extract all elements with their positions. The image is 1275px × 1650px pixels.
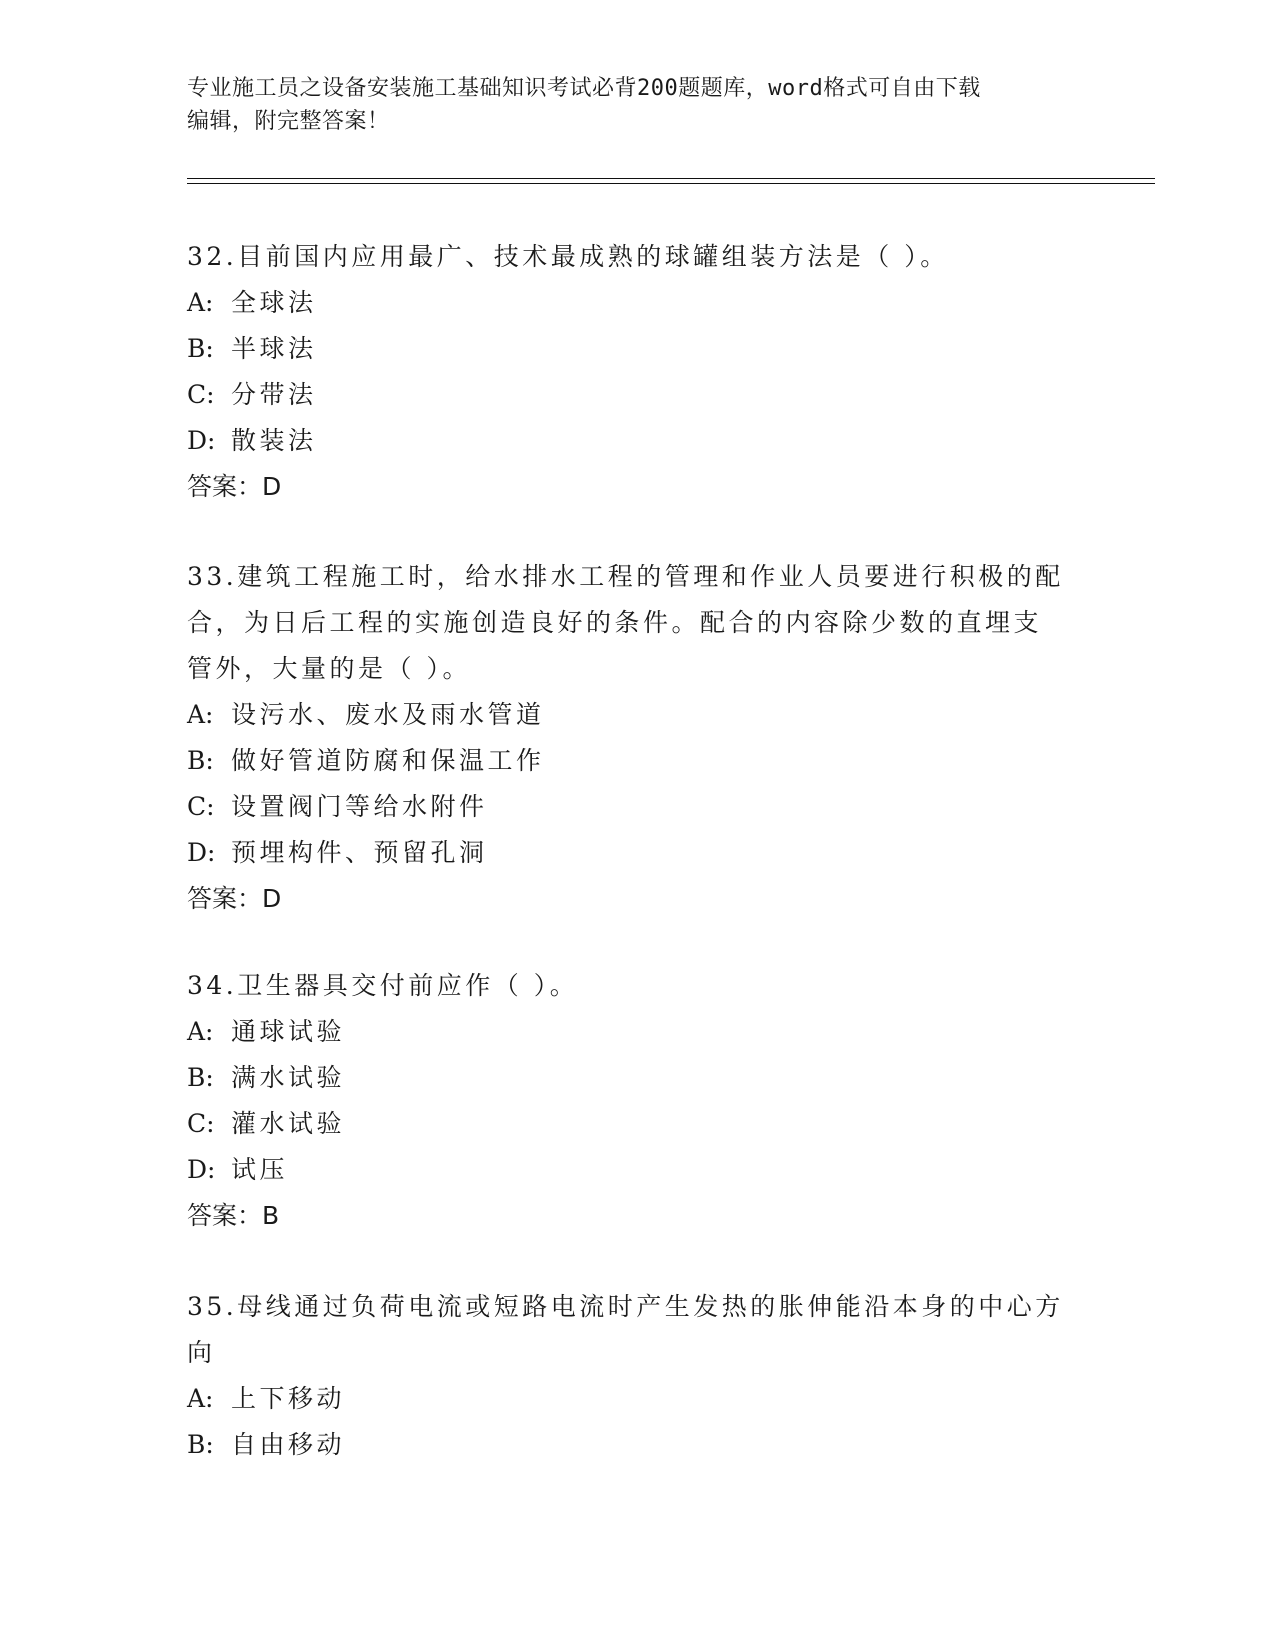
option-letter: A: xyxy=(187,700,214,729)
option-b xyxy=(187,326,1087,372)
option-letter: B: xyxy=(187,1430,214,1459)
option-text: 分带法 xyxy=(231,380,317,409)
option-text: 半球法 xyxy=(231,334,317,363)
question-text-line-2: 合，为日后工程的实施创造良好的条件。配合的内容除少数的直埋支 xyxy=(187,608,1043,637)
option-letter: A: xyxy=(187,1384,214,1413)
option-a xyxy=(187,692,1087,738)
option-text: 做好管道防腐和保温工作 xyxy=(231,746,545,775)
option-letter: D: xyxy=(187,1155,216,1184)
question-text-line-3: 管外，大量的是（ ）。 xyxy=(187,654,471,683)
option-text: 全球法 xyxy=(231,288,317,317)
option-a xyxy=(187,1009,1087,1055)
question-text-line-1: 33.建筑工程施工时，给水排水工程的管理和作业人员要进行积极的配 xyxy=(187,562,1064,591)
option-letter: B: xyxy=(187,1063,214,1092)
question-35 xyxy=(187,1284,1087,1468)
option-d xyxy=(187,1147,1087,1193)
option-c xyxy=(187,372,1087,418)
option-text: 设置阀门等给水附件 xyxy=(231,792,488,821)
option-text: 试压 xyxy=(231,1155,289,1184)
option-letter: C: xyxy=(187,1109,215,1138)
header-line-1: 专业施工员之设备安装施工基础知识考试必背200题题库，word格式可自由下载 xyxy=(187,76,981,101)
option-letter: B: xyxy=(187,334,214,363)
document-header xyxy=(187,72,1087,138)
option-letter: C: xyxy=(187,792,215,821)
option-text: 设污水、废水及雨水管道 xyxy=(231,700,545,729)
answer-line: 答案：D xyxy=(187,884,282,913)
option-letter: D: xyxy=(187,838,216,867)
option-b xyxy=(187,1055,1087,1101)
question-32 xyxy=(187,234,1087,510)
option-letter: C: xyxy=(187,380,215,409)
option-a xyxy=(187,1376,1087,1422)
answer-line: 答案：B xyxy=(187,1201,280,1230)
option-text: 自由移动 xyxy=(231,1430,346,1459)
option-c xyxy=(187,784,1087,830)
header-divider-bottom xyxy=(187,183,1155,184)
header-divider-top xyxy=(187,178,1155,179)
question-34 xyxy=(187,963,1087,1239)
option-b xyxy=(187,1422,1087,1468)
question-text-line-2: 向 xyxy=(187,1338,216,1367)
option-d xyxy=(187,418,1087,464)
option-a xyxy=(187,280,1087,326)
option-c xyxy=(187,1101,1087,1147)
question-text: 32.目前国内应用最广、技术最成熟的球罐组装方法是（ ）。 xyxy=(187,242,949,271)
option-text: 灌水试验 xyxy=(231,1109,346,1138)
option-text: 上下移动 xyxy=(231,1384,346,1413)
option-letter: A: xyxy=(187,1017,214,1046)
option-letter: B: xyxy=(187,746,214,775)
option-letter: A: xyxy=(187,288,214,317)
header-line-2: 编辑，附完整答案！ xyxy=(187,109,390,134)
option-text: 散装法 xyxy=(231,426,317,455)
option-d xyxy=(187,830,1087,876)
option-letter: D: xyxy=(187,426,216,455)
question-text: 34.卫生器具交付前应作（ ）。 xyxy=(187,971,579,1000)
option-text: 通球试验 xyxy=(231,1017,346,1046)
answer-line: 答案：D xyxy=(187,472,282,501)
option-text: 预埋构件、预留孔洞 xyxy=(231,838,488,867)
option-text: 满水试验 xyxy=(231,1063,346,1092)
question-text-line-1: 35.母线通过负荷电流或短路电流时产生发热的胀伸能沿本身的中心方 xyxy=(187,1292,1064,1321)
option-b xyxy=(187,738,1087,784)
question-33 xyxy=(187,554,1087,922)
